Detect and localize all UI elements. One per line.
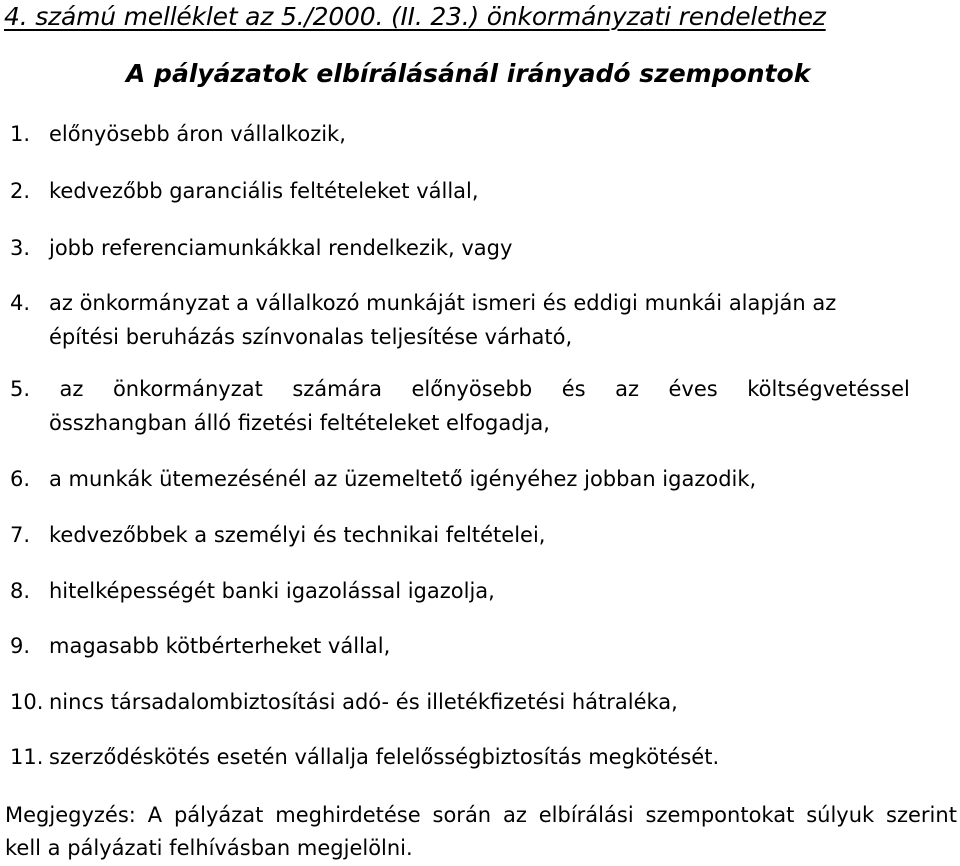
item-word: az <box>59 377 84 401</box>
item-text: magasabb kötbérterheket vállal, <box>49 634 391 658</box>
item-word: önkormányzat <box>112 377 263 401</box>
item-word: számára <box>292 377 382 401</box>
list-item <box>10 629 910 663</box>
note-line: kell a pályázati felhívásban megjelölni. <box>5 836 413 860</box>
note-word: súlyuk <box>806 803 875 827</box>
list-item <box>10 740 910 774</box>
item-text: hitelképességét banki igazolással igazolja, <box>49 579 495 603</box>
list-item <box>10 574 910 608</box>
item-justified-line <box>10 372 910 406</box>
item-number: 3. <box>10 236 31 260</box>
item-text: nincs társadalombiztosítási adó- és illetékfizetési hátraléka, <box>49 690 678 714</box>
item-text: a munkák ütemezésénél az üzemeltető igényéhez jobban igazodik, <box>49 467 757 491</box>
item-number: 4. <box>10 291 31 315</box>
item-text: szerződéskötés esetén vállalja felelősségbiztosítás megkötését. <box>49 745 720 769</box>
document-header: 4. számú melléklet az 5./2000. (II. 23.) önkormányzati rendelethez <box>4 2 826 31</box>
item-number: 11. <box>10 745 44 769</box>
item-word: előnyösebb <box>411 377 533 401</box>
list-item <box>10 231 910 265</box>
item-number: 5. <box>10 377 31 401</box>
item-number: 10. <box>10 690 44 714</box>
list-item <box>10 174 910 208</box>
item-number: 6. <box>10 467 31 491</box>
item-number: 9. <box>10 634 31 658</box>
note-word: pályázat <box>173 803 264 827</box>
item-word: és <box>561 377 586 401</box>
list-item <box>10 117 910 151</box>
item-text-continuation: összhangban álló fizetési feltételeket elfogadja, <box>49 411 550 435</box>
item-text: kedvezőbbek a személyi és technikai feltételei, <box>49 523 546 547</box>
note-word: során <box>432 803 492 827</box>
note-word: elbírálási <box>538 803 634 827</box>
item-text: előnyösebb áron vállalkozik, <box>49 122 346 146</box>
list-item <box>10 462 910 496</box>
item-number: 8. <box>10 579 31 603</box>
item-number: 7. <box>10 523 31 547</box>
note-word: A <box>147 803 163 827</box>
note-word: szerint <box>886 803 957 827</box>
item-text: az önkormányzat a vállalkozó munkáját ismeri és eddigi munkái alapján az <box>49 291 837 315</box>
item-text-continuation: építési beruházás színvonalas teljesítése várható, <box>49 325 573 349</box>
note-justified-line <box>5 799 957 832</box>
item-word: költségvetéssel <box>747 377 910 401</box>
item-text: jobb referenciamunkákkal rendelkezik, vagy <box>49 236 513 260</box>
item-word: az <box>615 377 639 401</box>
list-item <box>10 518 910 552</box>
item-number: 2. <box>10 179 31 203</box>
list-item <box>10 372 910 440</box>
note-paragraph <box>5 799 957 865</box>
note-word: szempontokat <box>645 803 795 827</box>
item-number: 1. <box>10 122 31 146</box>
item-word: éves <box>668 377 718 401</box>
list-item <box>10 286 910 354</box>
note-word: meghirdetése <box>275 803 421 827</box>
list-item <box>10 685 910 719</box>
note-word: az <box>502 803 527 827</box>
note-word: Megjegyzés: <box>5 803 136 827</box>
page-title: A pályázatok elbírálásánál irányadó szempontok <box>126 59 811 88</box>
item-text: kedvezőbb garanciális feltételeket vállal, <box>49 179 479 203</box>
